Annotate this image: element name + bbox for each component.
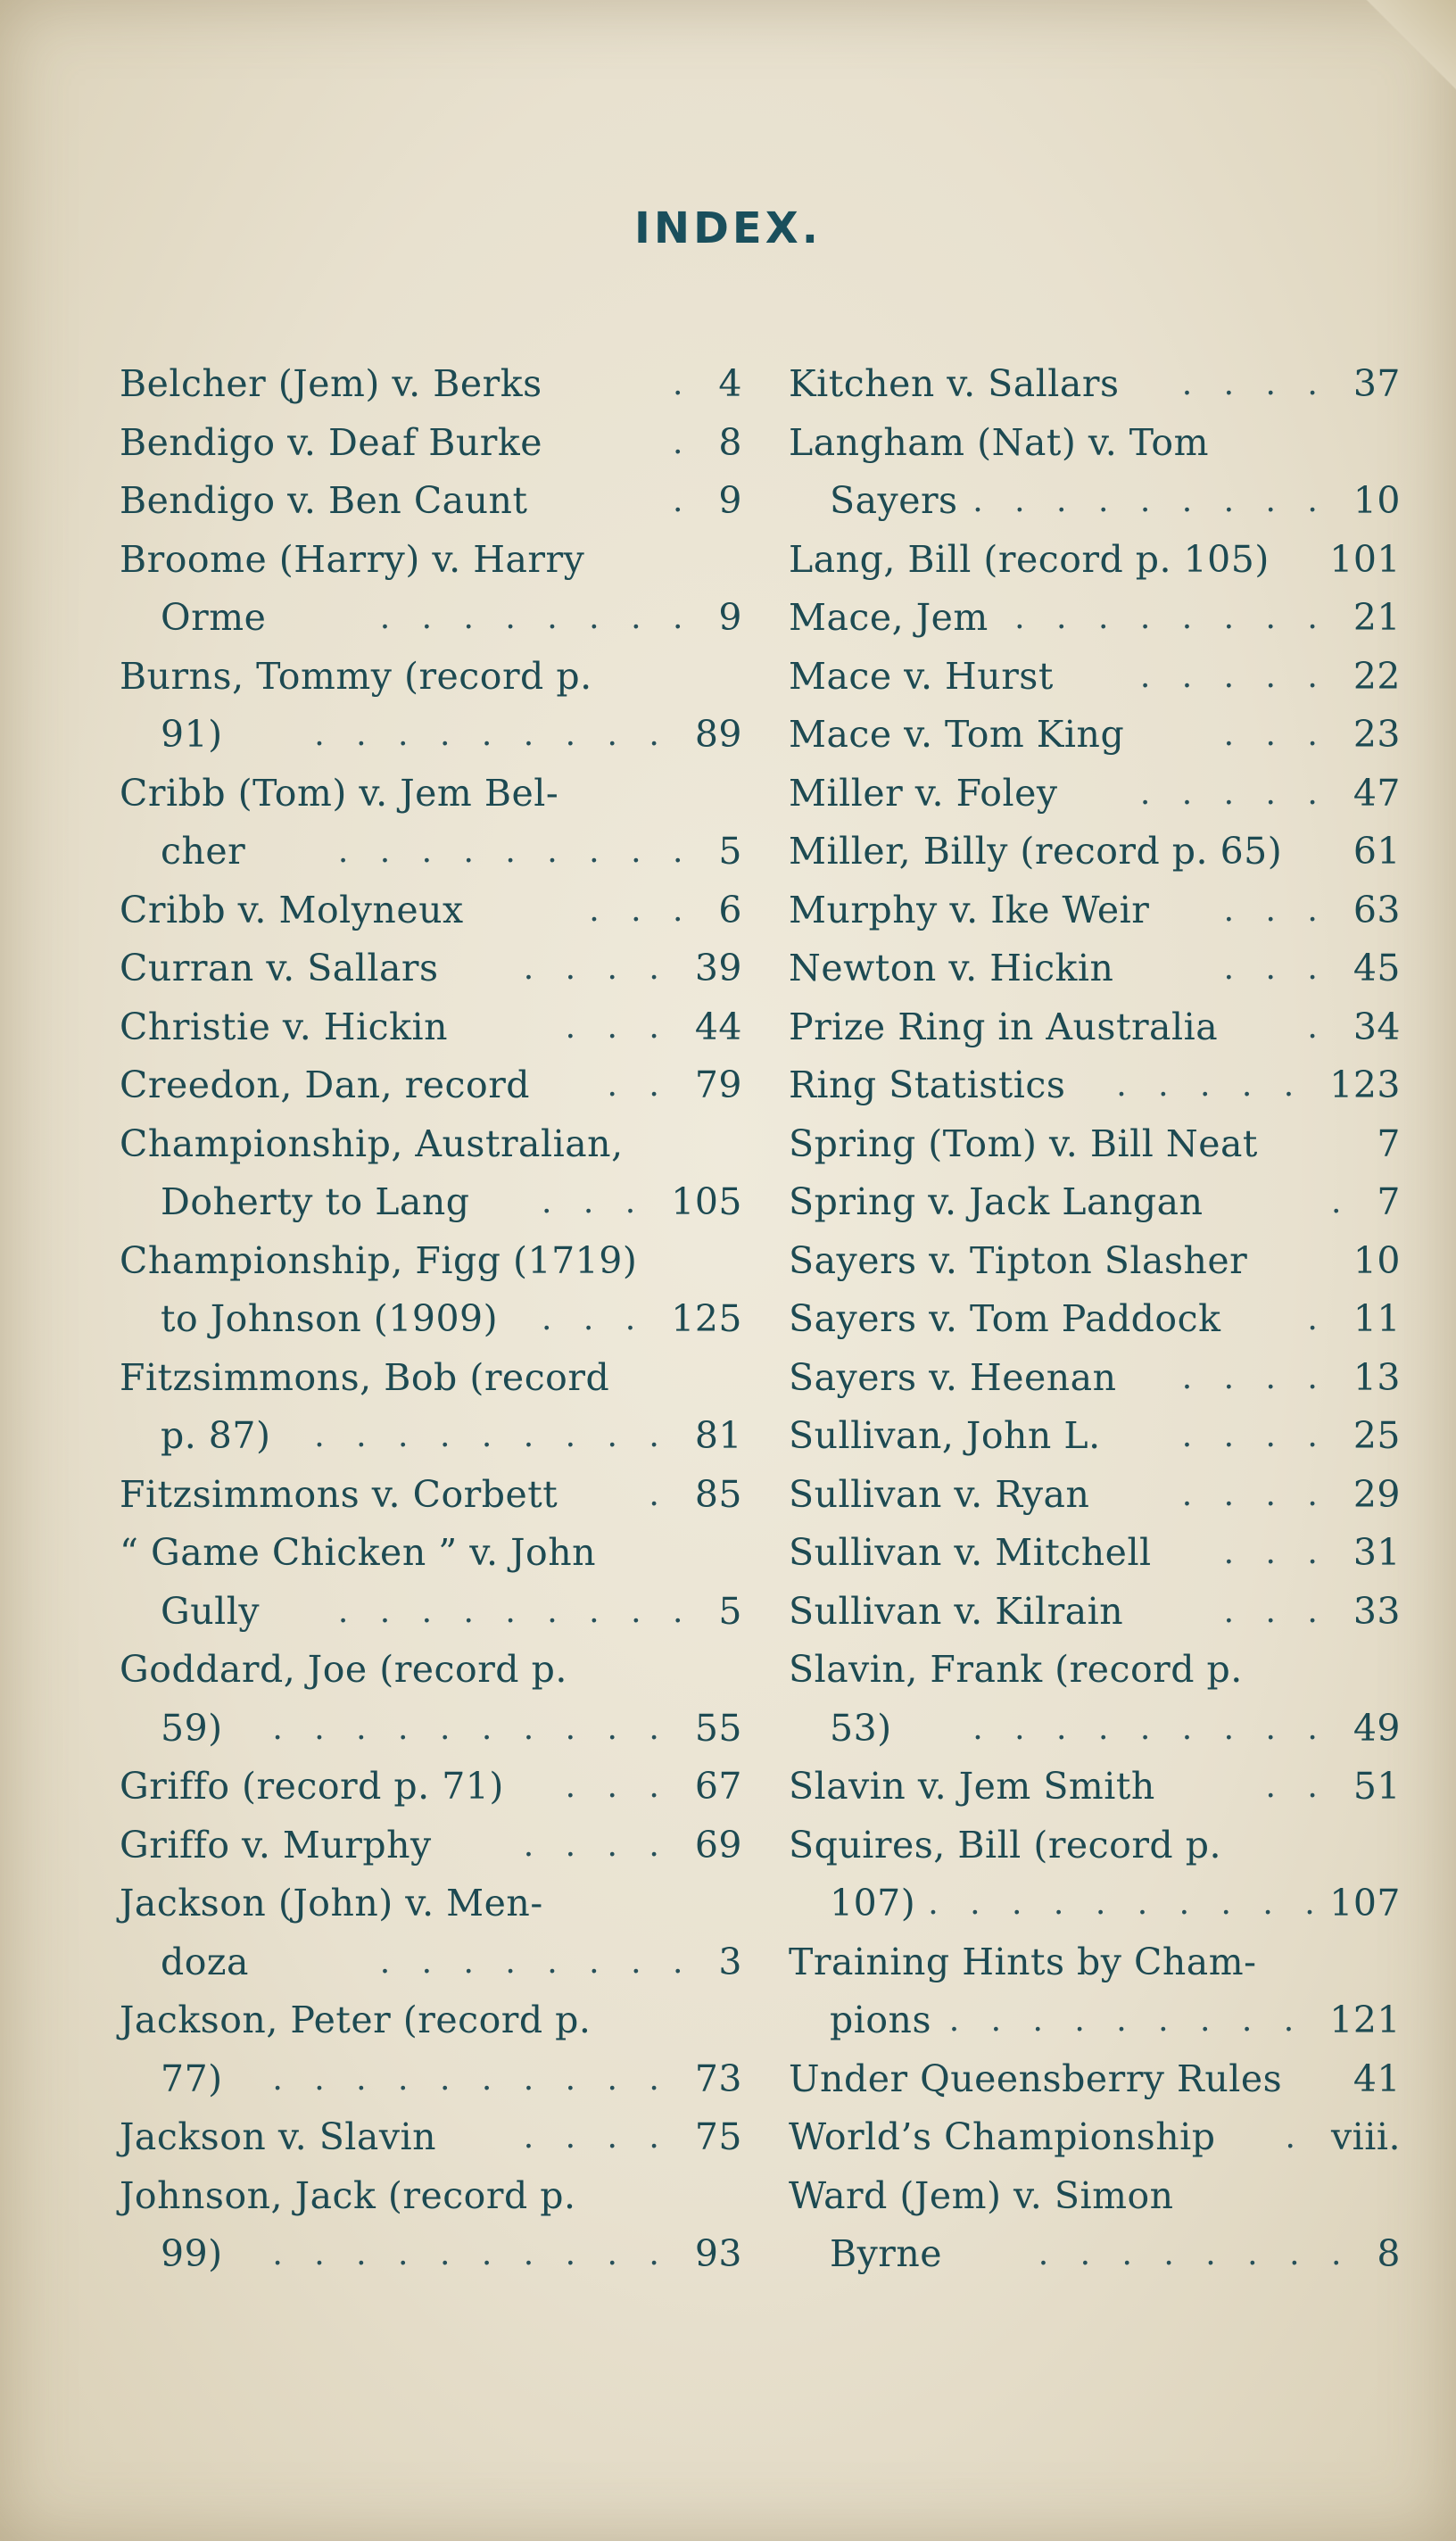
index-page-number: 49 bbox=[1353, 1706, 1401, 1750]
index-entry bbox=[789, 823, 1401, 881]
index-entry bbox=[120, 2050, 742, 2109]
index-page-number: 37 bbox=[1353, 362, 1401, 405]
index-entry-text: Championship, Figg (1719) bbox=[120, 1238, 638, 1282]
index-leader-dots: . . . . . . . . . bbox=[314, 716, 670, 753]
index-leader-dots: . . . bbox=[1223, 1593, 1328, 1630]
index-entry bbox=[120, 1290, 742, 1349]
index-entry bbox=[120, 1817, 742, 1875]
index-entry bbox=[120, 998, 742, 1057]
index-entry bbox=[789, 2167, 1401, 2226]
index-entry bbox=[120, 1466, 742, 1525]
index-leader-dots: . . . . . bbox=[1139, 774, 1328, 812]
index-entry bbox=[120, 939, 742, 998]
index-page-number: 93 bbox=[694, 2232, 742, 2275]
index-page-number: 29 bbox=[1353, 1472, 1401, 1516]
index-leader-dots: . . . . . bbox=[1139, 658, 1328, 695]
index-entry bbox=[120, 2225, 742, 2284]
index-entry-text: Miller v. Foley bbox=[789, 771, 1058, 815]
index-leader-dots: . bbox=[1307, 1301, 1328, 1337]
index-left-column bbox=[120, 355, 742, 2284]
index-page-number: 67 bbox=[694, 1765, 742, 1808]
index-page-number: 79 bbox=[694, 1064, 742, 1106]
index-page-number: 123 bbox=[1329, 1064, 1401, 1106]
index-entry bbox=[789, 1232, 1401, 1291]
index-entry bbox=[120, 1173, 742, 1232]
index-page-number: 121 bbox=[1329, 1999, 1401, 2041]
index-entry-text: 77) bbox=[161, 2057, 223, 2100]
index-entry-text: Curran v. Sallars bbox=[120, 947, 439, 989]
index-entry-text: to Johnson (1909) bbox=[161, 1297, 499, 1340]
index-entry-text: Jackson, Peter (record p. bbox=[120, 1999, 592, 2041]
index-page-number: 23 bbox=[1353, 713, 1401, 756]
index-entry-text: Griffo v. Murphy bbox=[120, 1823, 432, 1866]
index-entry-text: Bendigo v. Deaf Burke bbox=[120, 420, 543, 464]
index-entry bbox=[789, 2108, 1401, 2167]
index-entry bbox=[789, 1524, 1401, 1583]
index-leader-dots: . . bbox=[607, 1067, 670, 1104]
index-right-column bbox=[789, 355, 1401, 2284]
index-leader-dots: . bbox=[1307, 1008, 1328, 1046]
index-page-number: 8 bbox=[718, 420, 742, 464]
folded-corner bbox=[1358, 0, 1456, 98]
index-entry bbox=[120, 1524, 742, 1583]
index-entry bbox=[120, 1933, 742, 1992]
index-page-number: 125 bbox=[671, 1297, 742, 1340]
index-entry bbox=[789, 1700, 1401, 1759]
index-leader-dots: . . . . . . . . . bbox=[314, 1418, 670, 1454]
index-page-number: 13 bbox=[1353, 1355, 1401, 1399]
index-entry-text: Spring v. Jack Langan bbox=[789, 1180, 1204, 1223]
index-leader-dots: . . . bbox=[1223, 716, 1328, 753]
index-page-number: 3 bbox=[718, 1940, 742, 1983]
index-entry bbox=[789, 2050, 1401, 2109]
index-entry bbox=[120, 1700, 742, 1759]
index-leader-dots: . bbox=[1285, 2119, 1306, 2156]
index-entry-text: Miller, Billy (record p. 65) bbox=[789, 830, 1283, 873]
index-page-number: 47 bbox=[1353, 771, 1401, 815]
index-entry-text: Langham (Nat) v. Tom bbox=[789, 420, 1209, 464]
index-leader-dots: . . . . . . . . . . bbox=[272, 2060, 670, 2098]
index-entry bbox=[789, 472, 1401, 531]
index-entry-text: Mace v. Hurst bbox=[789, 654, 1054, 698]
index-entry-text: Mace, Jem bbox=[789, 596, 989, 639]
index-entry-text: Orme bbox=[161, 596, 267, 639]
index-entry bbox=[120, 1349, 742, 1408]
index-page-number: 9 bbox=[718, 479, 742, 522]
index-entry-text: Christie v. Hickin bbox=[120, 1005, 448, 1048]
index-leader-dots: . . . . . . . . . bbox=[337, 1593, 694, 1630]
index-entry bbox=[120, 1407, 742, 1466]
index-page-number: 4 bbox=[718, 362, 742, 405]
index-leader-dots: . . . . . . . . . . bbox=[272, 2236, 670, 2272]
index-entry-text: Slavin, Frank (record p. bbox=[789, 1648, 1243, 1691]
index-leader-dots: . . . . bbox=[1181, 1476, 1328, 1513]
index-page-number: 5 bbox=[718, 830, 742, 873]
index-leader-dots: . . . . bbox=[523, 950, 670, 987]
index-page-number: 85 bbox=[694, 1472, 742, 1516]
index-entry-text: 53) bbox=[830, 1706, 892, 1750]
index-entry bbox=[789, 1641, 1401, 1700]
index-page-number: 5 bbox=[718, 1589, 742, 1633]
index-entry-text: Sullivan v. Kilrain bbox=[789, 1589, 1124, 1633]
index-leader-dots: . . . . . . . . . bbox=[972, 1709, 1328, 1747]
index-leader-dots: . . . . bbox=[1181, 366, 1328, 402]
index-entry-text: Spring (Tom) v. Bill Neat bbox=[789, 1122, 1258, 1165]
index-leader-dots: . bbox=[672, 366, 694, 402]
index-leader-dots: . . . . . . . . bbox=[1038, 2236, 1353, 2272]
index-page-number: 89 bbox=[694, 713, 742, 756]
index-entry-text: Gully bbox=[161, 1589, 261, 1633]
index-entry-text: Under Queensberry Rules bbox=[789, 2057, 1283, 2100]
index-leader-dots: . . . . bbox=[1181, 1359, 1328, 1396]
index-page-number: 6 bbox=[718, 888, 742, 931]
index-leader-dots: . . . . . . . . . . bbox=[272, 1709, 670, 1747]
index-entry bbox=[120, 765, 742, 824]
index-leader-dots: . . . bbox=[589, 891, 694, 929]
index-page-number: 81 bbox=[694, 1414, 742, 1457]
index-entry-text: Jackson (John) v. Men- bbox=[120, 1882, 543, 1924]
index-entry-text: 99) bbox=[161, 2232, 223, 2275]
index-leader-dots: . . bbox=[1265, 1768, 1328, 1805]
index-leader-dots: . . . . . . . . . bbox=[972, 483, 1328, 519]
index-entry-text: 59) bbox=[161, 1706, 223, 1750]
index-entry bbox=[789, 706, 1401, 765]
index-entry bbox=[120, 1758, 742, 1817]
index-entry bbox=[120, 531, 742, 590]
index-page-number: 11 bbox=[1353, 1297, 1401, 1340]
index-entry bbox=[789, 765, 1401, 824]
index-entry-text: 107) bbox=[830, 1882, 916, 1924]
index-entry bbox=[789, 355, 1401, 414]
index-entry-text: p. 87) bbox=[161, 1414, 271, 1457]
index-leader-dots: . . . . . . . . . bbox=[337, 833, 694, 870]
index-entry bbox=[789, 881, 1401, 940]
index-page-number: 105 bbox=[671, 1180, 742, 1223]
index-entry-text: 91) bbox=[161, 713, 223, 756]
index-entry bbox=[789, 1466, 1401, 1525]
index-entry-text: Lang, Bill (record p. 105) bbox=[789, 537, 1270, 581]
index-page-number: 31 bbox=[1353, 1531, 1401, 1574]
index-entry-text: Cribb v. Molyneux bbox=[120, 888, 464, 931]
index-entry bbox=[789, 1758, 1401, 1817]
index-page-number: 33 bbox=[1353, 1589, 1401, 1633]
index-entry bbox=[120, 1991, 742, 2050]
index-page-number: 7 bbox=[1377, 1122, 1401, 1165]
index-entry-text: “ Game Chicken ” v. John bbox=[120, 1531, 597, 1574]
index-entry bbox=[120, 472, 742, 531]
index-entry bbox=[789, 1173, 1401, 1232]
index-entry-text: Johnson, Jack (record p. bbox=[120, 2173, 576, 2217]
index-entry bbox=[789, 1875, 1401, 1933]
index-leader-dots: . . . . . . . . . . bbox=[928, 1885, 1326, 1922]
index-leader-dots: . . . . . . . . bbox=[1014, 600, 1328, 636]
index-entry-text: Championship, Australian, bbox=[120, 1122, 624, 1165]
index-entry bbox=[120, 881, 742, 940]
index-leader-dots: . . . bbox=[1223, 1535, 1328, 1571]
index-entry bbox=[789, 531, 1401, 590]
index-entry bbox=[120, 414, 742, 473]
index-leader-dots: . . . bbox=[542, 1184, 647, 1221]
index-leader-dots: . . . . bbox=[1181, 1418, 1328, 1454]
index-entry bbox=[120, 355, 742, 414]
index-entry-text: Kitchen v. Sallars bbox=[789, 362, 1120, 405]
index-leader-dots: . bbox=[649, 1476, 670, 1513]
index-leader-dots: . bbox=[672, 483, 694, 519]
index-entry bbox=[789, 1583, 1401, 1642]
index-entry-text: Fitzsimmons, Bob (record bbox=[120, 1355, 610, 1399]
index-page-number: 7 bbox=[1377, 1180, 1401, 1223]
index-page-number: 101 bbox=[1329, 537, 1401, 581]
index-page-number: 61 bbox=[1353, 830, 1401, 873]
index-page-number: 22 bbox=[1353, 654, 1401, 698]
index-page-number: 39 bbox=[694, 947, 742, 989]
index-entry-text: Sayers v. Tipton Slasher bbox=[789, 1238, 1248, 1282]
index-entry bbox=[789, 1349, 1401, 1408]
index-entry bbox=[789, 648, 1401, 707]
index-page-number: 10 bbox=[1353, 479, 1401, 522]
index-title: INDEX. bbox=[634, 203, 822, 253]
index-entry bbox=[120, 1641, 742, 1700]
index-leader-dots: . . . bbox=[542, 1301, 647, 1337]
index-entry-text: Doherty to Lang bbox=[161, 1180, 470, 1223]
index-page-number: 69 bbox=[694, 1823, 742, 1866]
index-leader-dots: . . . . . . . . bbox=[379, 1943, 694, 1981]
index-entry bbox=[789, 1290, 1401, 1349]
index-entry-text: Training Hints by Cham- bbox=[789, 1940, 1257, 1983]
index-entry-text: Newton v. Hickin bbox=[789, 947, 1114, 989]
index-entry bbox=[120, 1232, 742, 1291]
index-entry bbox=[789, 589, 1401, 648]
index-entry bbox=[120, 706, 742, 765]
index-entry bbox=[120, 1875, 742, 1933]
index-entry-text: Belcher (Jem) v. Berks bbox=[120, 362, 542, 405]
index-leader-dots: . . . . . bbox=[1116, 1067, 1305, 1104]
index-entry-text: Sayers bbox=[830, 479, 958, 522]
index-entry bbox=[789, 1991, 1401, 2050]
index-page-number: 10 bbox=[1353, 1238, 1401, 1282]
index-page-number: 107 bbox=[1329, 1882, 1401, 1924]
index-page-number: 9 bbox=[718, 596, 742, 639]
index-page-number: 41 bbox=[1353, 2057, 1401, 2100]
index-entry-text: Griffo (record p. 71) bbox=[120, 1765, 504, 1808]
index-entry-text: pions bbox=[830, 1999, 931, 2041]
index-leader-dots: . bbox=[672, 424, 694, 461]
index-entry bbox=[120, 823, 742, 881]
index-entry-text: cher bbox=[161, 830, 246, 873]
index-leader-dots: . . . bbox=[565, 1008, 670, 1046]
index-entry bbox=[120, 1115, 742, 1174]
index-leader-dots: . . . . . . . . . bbox=[948, 2002, 1305, 2039]
index-page-number: 21 bbox=[1353, 596, 1401, 639]
index-entry-text: Fitzsimmons v. Corbett bbox=[120, 1472, 558, 1516]
index-entry-text: doza bbox=[161, 1940, 249, 1983]
index-entry bbox=[789, 1056, 1401, 1115]
index-entry bbox=[120, 648, 742, 707]
index-entry-text: Sullivan v. Ryan bbox=[789, 1472, 1090, 1516]
index-page-number: 45 bbox=[1353, 947, 1401, 989]
index-entry-text: Byrne bbox=[830, 2232, 943, 2275]
index-entry bbox=[789, 998, 1401, 1057]
index-entry-text: Ward (Jem) v. Simon bbox=[789, 2173, 1174, 2217]
index-leader-dots: . . . bbox=[1223, 891, 1328, 929]
index-page-number: 75 bbox=[694, 2115, 742, 2158]
index-leader-dots: . . . bbox=[565, 1768, 670, 1805]
index-entry-text: Burns, Tommy (record p. bbox=[120, 654, 592, 698]
index-leader-dots: . . . bbox=[1223, 950, 1328, 987]
index-page-number: 8 bbox=[1377, 2232, 1401, 2275]
index-leader-dots: . bbox=[1330, 1184, 1353, 1221]
index-entry bbox=[789, 414, 1401, 473]
index-entry bbox=[789, 939, 1401, 998]
index-entry-text: Jackson v. Slavin bbox=[120, 2115, 437, 2158]
index-entry bbox=[789, 1115, 1401, 1174]
index-entry-text: Bendigo v. Ben Caunt bbox=[120, 479, 528, 522]
index-entry-text: Prize Ring in Australia bbox=[789, 1005, 1219, 1048]
index-leader-dots: . . . . bbox=[523, 2119, 670, 2156]
index-entry-text: Cribb (Tom) v. Jem Bel- bbox=[120, 771, 559, 815]
index-entry-text: Sayers v. Tom Paddock bbox=[789, 1297, 1221, 1340]
index-page-number: 44 bbox=[694, 1005, 742, 1048]
index-entry-text: Sullivan, John L. bbox=[789, 1414, 1101, 1457]
index-entry bbox=[789, 1933, 1401, 1992]
index-leader-dots: . . . . bbox=[523, 1826, 670, 1864]
index-entry bbox=[120, 1056, 742, 1115]
index-entry bbox=[789, 1817, 1401, 1875]
index-entry bbox=[120, 1583, 742, 1642]
index-entry bbox=[789, 2225, 1401, 2284]
index-page-number: 51 bbox=[1353, 1765, 1401, 1808]
index-page-number: 25 bbox=[1353, 1414, 1401, 1457]
index-entry-text: Squires, Bill (record p. bbox=[789, 1823, 1221, 1866]
index-entry-text: Goddard, Joe (record p. bbox=[120, 1648, 567, 1691]
index-page-number: 63 bbox=[1353, 888, 1401, 931]
index-entry-text: Mace v. Tom King bbox=[789, 713, 1125, 756]
index-entry-text: Murphy v. Ike Weir bbox=[789, 888, 1150, 931]
index-entry-text: Ring Statistics bbox=[789, 1064, 1066, 1106]
index-page-number: 55 bbox=[694, 1706, 742, 1750]
index-entry-text: Sullivan v. Mitchell bbox=[789, 1531, 1152, 1574]
index-page-number: viii. bbox=[1330, 2115, 1401, 2158]
index-entry-text: World’s Championship bbox=[789, 2115, 1216, 2158]
index-entry-text: Creedon, Dan, record bbox=[120, 1064, 531, 1106]
index-entry-text: Sayers v. Heenan bbox=[789, 1355, 1117, 1399]
index-entry-text: Slavin v. Jem Smith bbox=[789, 1765, 1155, 1808]
index-entry bbox=[120, 2108, 742, 2167]
index-page-number: 73 bbox=[694, 2057, 742, 2100]
index-entry-text: Broome (Harry) v. Harry bbox=[120, 537, 585, 581]
index-page-number: 34 bbox=[1353, 1005, 1401, 1048]
index-entry bbox=[789, 1407, 1401, 1466]
index-leader-dots: . . . . . . . . bbox=[379, 600, 694, 636]
index-entry bbox=[120, 589, 742, 648]
index-entry bbox=[120, 2167, 742, 2226]
